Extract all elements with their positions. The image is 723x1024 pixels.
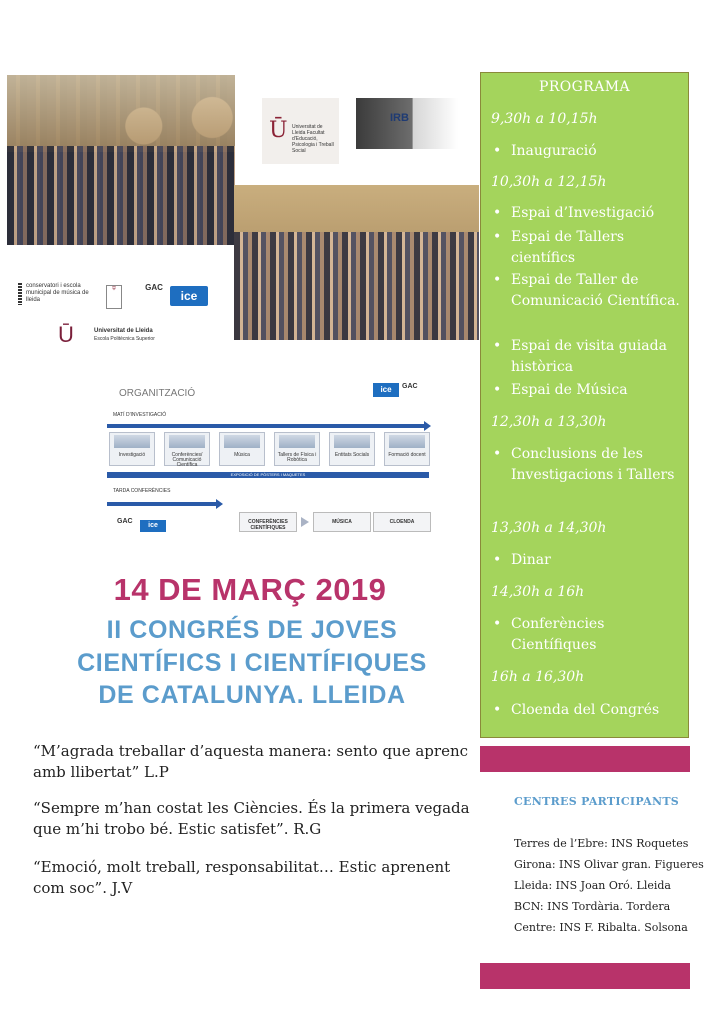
- gac-label: GAC: [145, 283, 163, 292]
- org-box-investigacio: Investigació: [109, 432, 155, 466]
- tarda-musica: MÚSICA: [313, 512, 371, 532]
- conservatori-logo: [20, 283, 95, 304]
- programa-panel: [480, 72, 689, 738]
- quote-jv: “Emoció, molt treball, responsabilitat… Estic aprenent com soc”. J.V: [33, 858, 451, 897]
- programa-item: • Espai de Taller de Comunicació Científica.: [511, 270, 681, 312]
- org-box-formacio: Formació docent: [384, 432, 430, 466]
- conservatori-text: conservatori i escola municipal de música de lleida: [26, 283, 89, 303]
- ulleida-name: Universitat de Lleida: [94, 328, 153, 334]
- org-box-entitats: Entitats Socials: [329, 432, 375, 466]
- org-box-tallers: Tallers de Física i Robòtica: [274, 432, 320, 466]
- expo-bar: EXPOSICIÓ DE PÒSTERS I MAQUETES: [107, 472, 429, 478]
- universitat-lleida-fepts-logo: [262, 98, 339, 164]
- centre-item: BCN: INS Tordària. Tordera: [514, 900, 671, 913]
- uni-mark-icon: Ū: [269, 118, 288, 143]
- centre-item: Terres de l’Ebre: INS Roquetes: [514, 837, 689, 850]
- programa-item: • Conclusions de les Investigacions i Tallers: [511, 444, 681, 486]
- ice-logo-tarda: ice: [140, 520, 166, 532]
- pink-footer-bar: [480, 963, 690, 989]
- programa-item: • Inauguració: [511, 141, 681, 162]
- centre-item: Girona: INS Olivar gran. Figueres: [514, 858, 704, 871]
- ulleida-school: Escola Politècnica Superior: [94, 336, 155, 342]
- centres-title: CENTRES PARTICIPANTS: [514, 795, 680, 808]
- programa-time: 13,30h a 14,30h: [491, 520, 607, 536]
- programa-item: • Espai de visita guiada històrica: [511, 336, 681, 378]
- ice-logo-small: ice: [373, 383, 399, 397]
- uni-logo-text: Universitat de Lleida Facultat d'Educació, Psicologia i Treball Social: [292, 124, 334, 154]
- organitzacio-diagram: [107, 380, 437, 540]
- auditorium-photo-audience: [234, 185, 479, 340]
- gac-logo: [139, 283, 169, 309]
- programa-time: 10,30h a 12,15h: [491, 174, 607, 190]
- programa-item: • Espai de Música: [511, 380, 681, 401]
- pink-divider-bar: [480, 746, 690, 772]
- gac-logo-tarda: GAC: [117, 518, 133, 525]
- irb-label: IRB: [390, 112, 409, 124]
- chevron-right-icon: [301, 517, 309, 527]
- centre-item: Centre: INS F. Ribalta. Solsona: [514, 921, 688, 934]
- quote-rg: “Sempre m’han costat les Ciències. És la primera vegada que m’hi trobo bé. Estic satisfet”. R.G: [33, 799, 470, 838]
- auditorium-photo-selfie: [7, 75, 235, 245]
- congres-title-line3: DE CATALUNYA. LLEIDA: [98, 681, 406, 709]
- event-date: 14 DE MARÇ 2019: [113, 572, 387, 607]
- programa-time: 16h a 16,30h: [491, 669, 585, 685]
- gac-logo-small: GAC: [402, 383, 418, 390]
- programa-title: PROGRAMA: [539, 79, 630, 95]
- programa-item: • Dinar: [511, 550, 681, 571]
- paeria-shield-icon: ⛨: [106, 285, 122, 309]
- congres-title-line1: II CONGRÉS DE JOVES: [106, 616, 398, 644]
- programa-item: • Cloenda del Congrés: [511, 700, 681, 721]
- irb-building-photo: [356, 98, 458, 149]
- programa-time: 9,30h a 10,15h: [491, 111, 598, 127]
- mati-arrow: [107, 424, 425, 428]
- org-box-conferencies: Conferències/ Comunicació Científica: [164, 432, 210, 466]
- tarda-cloenda: CLOENDA: [373, 512, 431, 532]
- quote-lp: “M’agrada treballar d’aquesta manera: sento que aprenc amb llibertat” L.P: [33, 742, 469, 781]
- universitat-lleida-eps-logo: [58, 320, 178, 352]
- ice-logo: [170, 286, 208, 306]
- tarda-conferencies: CONFERÈNCIES CIENTÍFIQUES: [239, 512, 297, 532]
- ice-label: ice: [180, 289, 198, 303]
- tarda-arrow: [107, 502, 217, 506]
- programa-time: 14,30h a 16h: [491, 584, 585, 600]
- programa-item: • Espai de Tallers científics: [511, 227, 681, 269]
- programa-item: • Conferències Científiques: [511, 614, 681, 656]
- centre-item: Lleida: INS Joan Oró. Lleida: [514, 879, 671, 892]
- conservatori-bars-icon: [18, 283, 22, 305]
- congres-title-line2: CIENTÍFICS I CIENTÍFIQUES: [77, 649, 427, 677]
- mati-label: MATÍ D'INVESTIGACIÓ: [113, 412, 167, 418]
- programa-time: 12,30h a 13,30h: [491, 414, 607, 430]
- ulleida-mark-icon: Ū: [58, 322, 74, 347]
- org-box-musica: Música: [219, 432, 265, 466]
- organitzacio-title: ORGANITZACIÓ: [119, 388, 196, 399]
- programa-item: • Espai d’Investigació: [511, 203, 681, 224]
- tarda-label: TARDA CONFERÈNCIES: [113, 488, 171, 494]
